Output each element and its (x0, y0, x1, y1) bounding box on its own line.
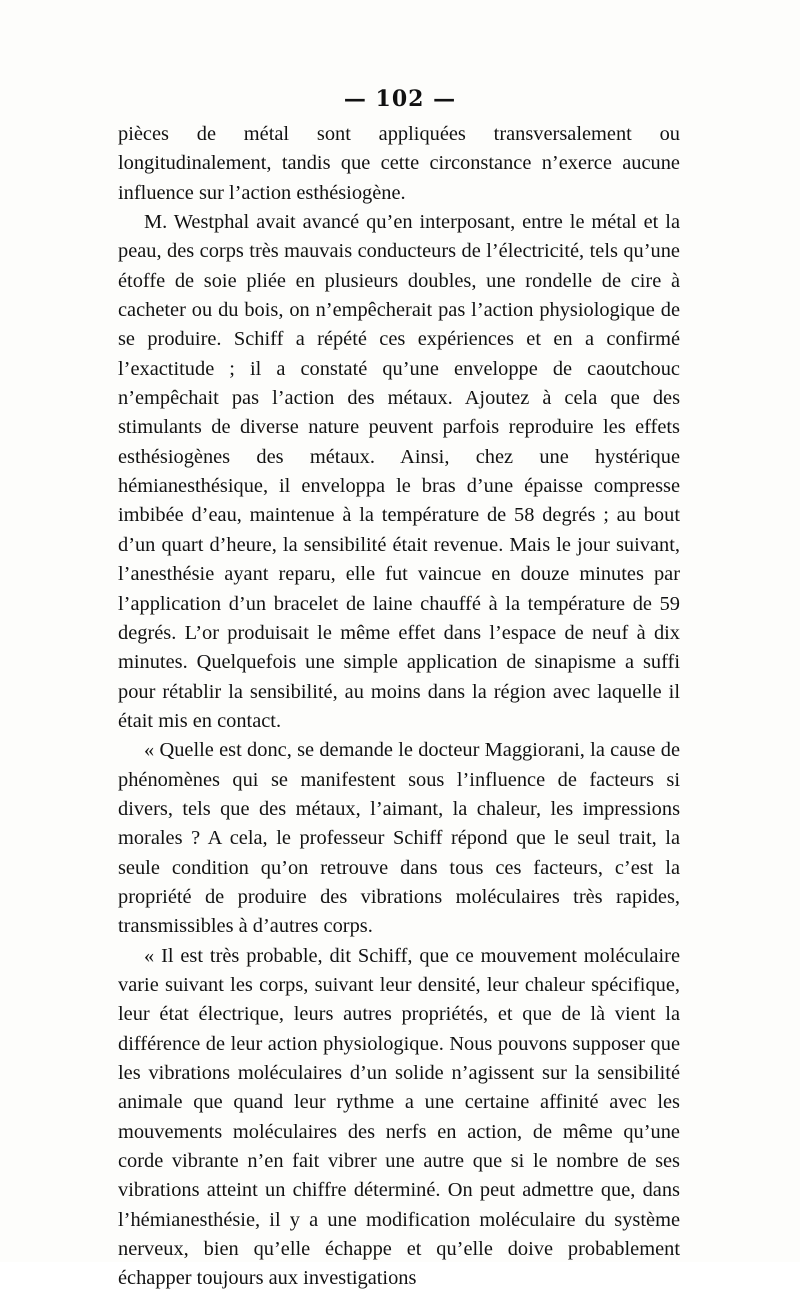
paragraph-4: « Il est très probable, dit Schiff, que ce mouvement moléculaire varie suivant les corps, suivant leur densité, leur chaleur spécifique, leur état électrique, leurs autres propriétés, et que de là vient la différence de leur action physiologique. Nous pouvons supposer que les vibrations moléculaires d’un solide n’agissent sur la sensibilité animale que quand leur rythme a une certaine affinité avec les mouvements moléculaires des nerfs en action, de même qu’une corde vibrante n’en fait vibrer une autre que si le nombre de ses vibrations atteint un chiffre déterminé. On peut admettre que, dans l’hémianesthésie, il y a une modification moléculaire du système nerveux, bien qu’elle échappe et qu’elle doive probablement échapper toujours aux investigations (118, 944, 680, 1290)
body-text (118, 120, 680, 1294)
paragraph-3: « Quelle est donc, se demande le docteur Maggiorani, la cause de phénomènes qui se manifestent sous l’influence de facteurs si divers, tels que des métaux, l’aimant, la chaleur, les impressions morales ? A cela, le professeur Schiff répond que le seul trait, la seule condition qu’on retrouve dans tous ces facteurs, c’est la propriété de produire des vibrations moléculaires très rapides, transmissibles à d’autres corps. (118, 739, 680, 938)
paragraph-1: pièces de métal sont appliquées transversalement ou longitudinalement, tandis que cette circonstance n’exerce aucune influence sur l’action esthésiogène. (118, 123, 680, 204)
paragraph-2: M. Westphal avait avancé qu’en interposant, entre le métal et la peau, des corps très mauvais conducteurs de l’électricité, tels qu’une étoffe de soie pliée en plusieurs doubles, une rondelle de cire à cacheter ou du bois, on n’empêcherait pas l’action physiologique de se produire. Schiff a répété ces expériences et en a confirmé l’exactitude ; il a constaté qu’une enveloppe de caoutchouc n’empêchait pas l’action des métaux. Ajoutez à cela que des stimulants de diverse nature peuvent parfois reproduire les effets esthésiogènes des métaux. Ainsi, chez une hystérique hémianesthésique, il enveloppa le bras d’une épaisse compresse imbibée d’eau, maintenue à la température de 58 degrés ; au bout d’un quart d’heure, la sensibilité était revenue. Mais le jour suivant, l’anesthésie ayant reparu, elle fut vaincue en douze minutes par l’application d’un bracelet de laine chauffé à la température de 59 degrés. L’or produisait le même effet dans l’espace de neuf à dix minutes. Quelquefois une simple application de sinapisme a suffi pour rétablir la sensibilité, au moins dans la région avec laquelle il était mis en contact. (118, 211, 680, 732)
page-number: — 102 — (343, 86, 457, 112)
